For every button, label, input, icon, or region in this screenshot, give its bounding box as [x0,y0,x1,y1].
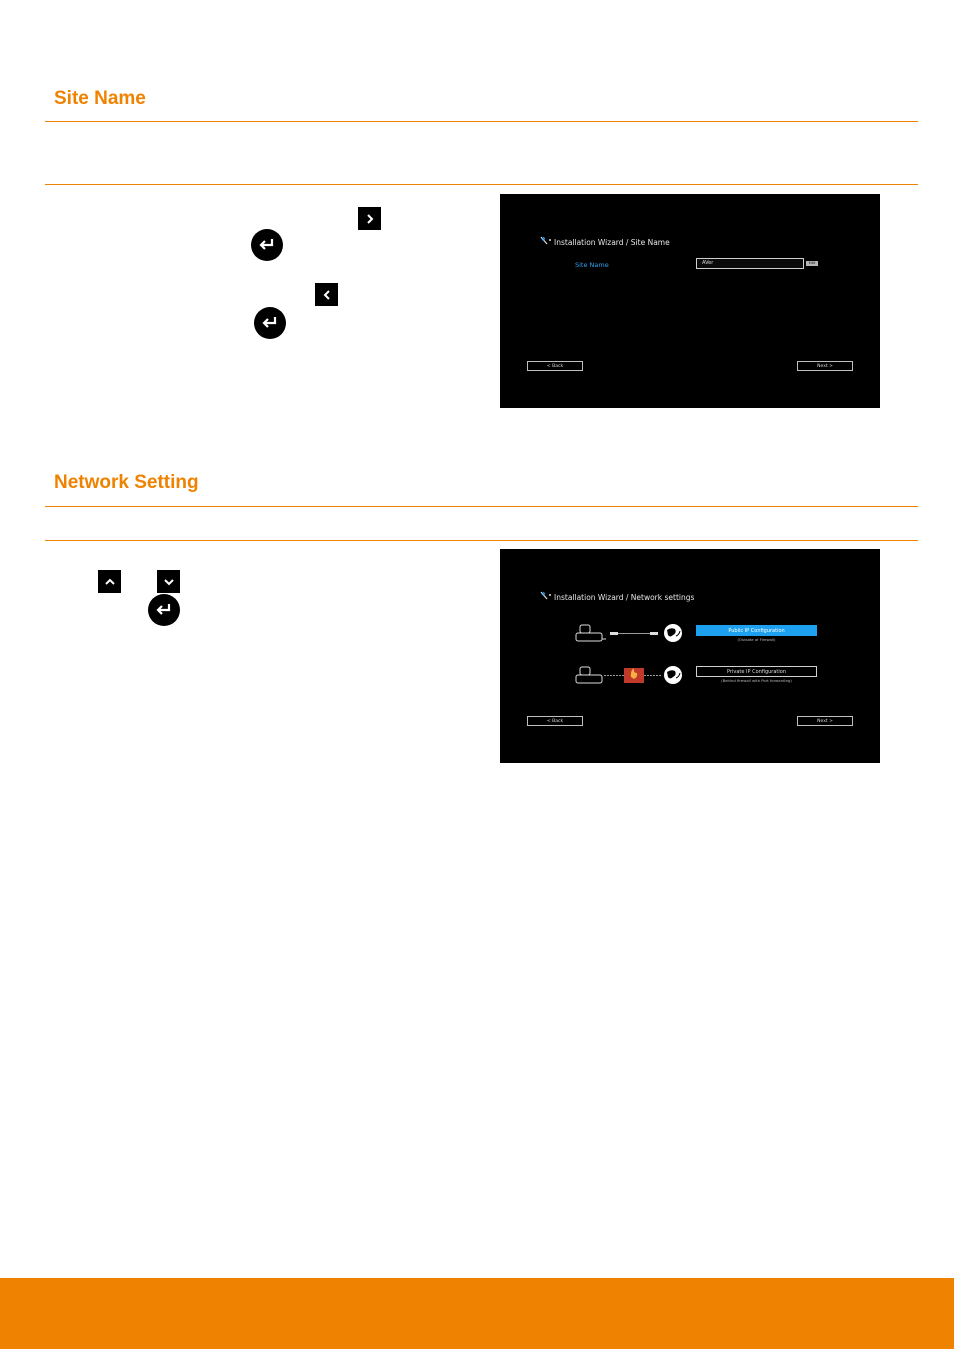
wizard-wand-icon [540,591,552,603]
site-name-label: Site Name [575,261,609,269]
wizard-title: Installation Wizard / Network settings [540,591,694,603]
video-unit-icon [576,625,606,641]
page-footer-bar [0,1278,954,1349]
section-heading-network-setting: Network Setting [54,472,199,493]
content-rule [45,540,918,541]
wizard-title: Installation Wizard / Site Name [540,236,670,248]
network-settings-screen [500,549,880,763]
globe-icon [664,666,682,684]
enter-key-icon [251,229,283,261]
right-arrow-key-icon [358,207,381,230]
public-ip-option[interactable]: Public IP Configuration [696,625,817,636]
left-arrow-key-icon [315,283,338,306]
up-arrow-key-icon [98,570,121,593]
next-button[interactable]: Next > [797,361,853,371]
heading-rule [45,121,918,122]
public-network-diagram [574,621,686,645]
section-heading-site-name: Site Name [54,88,146,109]
content-rule [45,184,918,185]
site-name-screen [500,194,880,408]
private-network-diagram [574,663,686,687]
globe-icon [664,624,682,642]
video-unit-icon [576,667,602,683]
edit-button[interactable]: Edit [806,261,818,266]
public-ip-subtitle: (Outside of Firewall) [737,637,776,642]
private-ip-subtitle: (Behind firewall with Port forwarding) [721,678,792,683]
down-arrow-key-icon [157,570,180,593]
firewall-icon [624,668,644,683]
enter-key-icon [148,594,180,626]
back-button[interactable]: < Back [527,716,583,726]
enter-key-icon [254,307,286,339]
wizard-wand-icon [540,236,552,248]
private-ip-option[interactable]: Private IP Configuration [696,666,817,677]
next-button[interactable]: Next > [797,716,853,726]
heading-rule [45,506,918,507]
back-button[interactable]: < Back [527,361,583,371]
site-name-input[interactable]: AVer [696,258,804,269]
